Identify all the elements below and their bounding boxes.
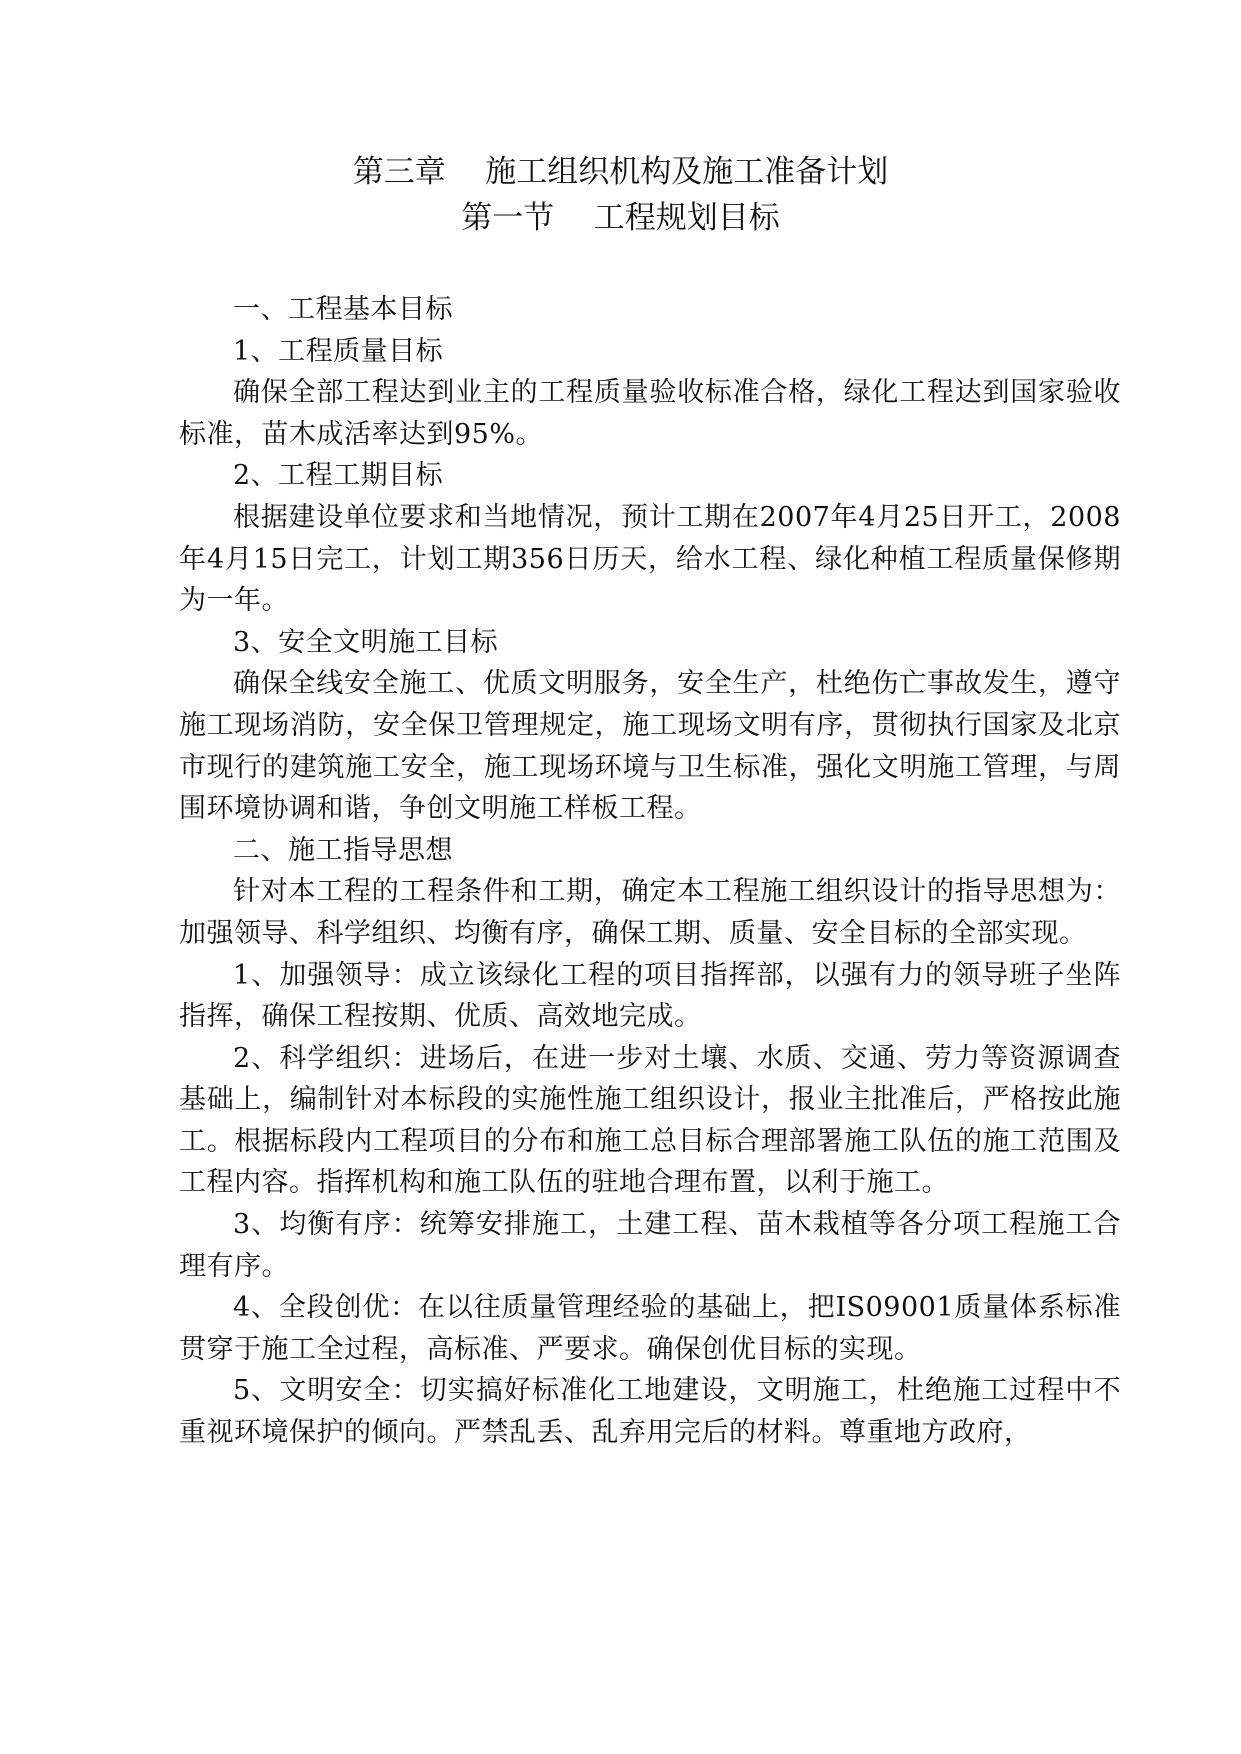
paragraph-organization: 2、科学组织：进场后，在进一步对土壤、水质、交通、劳力等资源调查基础上，编制针对本标段的实施性施工组织设计，报业主批准后，严格按此施工。根据标段内工程项目的分布和施工总目标合理部署施工队伍的施工范围及工程内容。指挥机构和施工队伍的驻地合理布置，以利于施工。 bbox=[179, 1042, 1121, 1199]
paragraph-civilized-safety: 5、文明安全：切实搞好标准化工地建设，文明施工，杜绝施工过程中不重视环境保护的倾向。严禁乱丢、乱弃用完后的材料。尊重地方政府， bbox=[179, 1375, 1121, 1449]
heading-safety-goal: 3、安全文明施工目标 bbox=[233, 626, 499, 658]
paragraph-guiding-idea: 针对本工程的工程条件和工期，确定本工程施工组织设计的指导思想为：加强领导、科学组织、均衡有序，确保工期、质量、安全目标的全部实现。 bbox=[179, 876, 1121, 949]
paragraph-leadership: 1、加强领导：成立该绿化工程的项目指挥部，以强有力的领导班子坐阵指挥，确保工程按期、优质、高效地完成。 bbox=[179, 959, 1121, 1033]
paragraph-balance: 3、均衡有序：统筹安排施工，土建工程、苗木栽植等各分项工程施工合理有序。 bbox=[179, 1209, 1121, 1282]
section-title: 第一节 工程规划目标 bbox=[461, 200, 780, 236]
heading-quality-goal: 1、工程质量目标 bbox=[233, 335, 444, 367]
heading-guiding-idea: 二、施工指导思想 bbox=[233, 834, 453, 866]
heading-schedule-goal: 2、工程工期目标 bbox=[233, 460, 444, 492]
paragraph-safety: 确保全线安全施工、优质文明服务，安全生产，杜绝伤亡事故发生，遵守施工现场消防，安全保卫管理规定，施工现场文明有序，贯彻执行国家及北京市现行的建筑施工安全，施工现场环境与卫生标准，强化文明施工管理，与周围环境协调和谐，争创文明施工样板工程。 bbox=[179, 668, 1121, 825]
paragraph-schedule: 根据建设单位要求和当地情况，预计工期在2007年4月25日开工，2008年4月15日完工，计划工期356日历天，给水工程、绿化种植工程质量保修期为一年。 bbox=[179, 501, 1121, 617]
heading-basic-goals: 一、工程基本目标 bbox=[233, 294, 453, 325]
paragraph-quality: 确保全部工程达到业主的工程质量验收标准合格，绿化工程达到国家验收标准，苗木成活率达到95%。 bbox=[179, 377, 1121, 450]
document-body bbox=[179, 289, 1121, 1454]
chapter-title: 第三章 施工组织机构及施工准备计划 bbox=[352, 154, 889, 190]
paragraph-excellence: 4、全段创优：在以往质量管理经验的基础上，把IS09001质量体系标准贯穿于施工全过程，高标准、严要求。确保创优目标的实现。 bbox=[179, 1292, 1121, 1365]
